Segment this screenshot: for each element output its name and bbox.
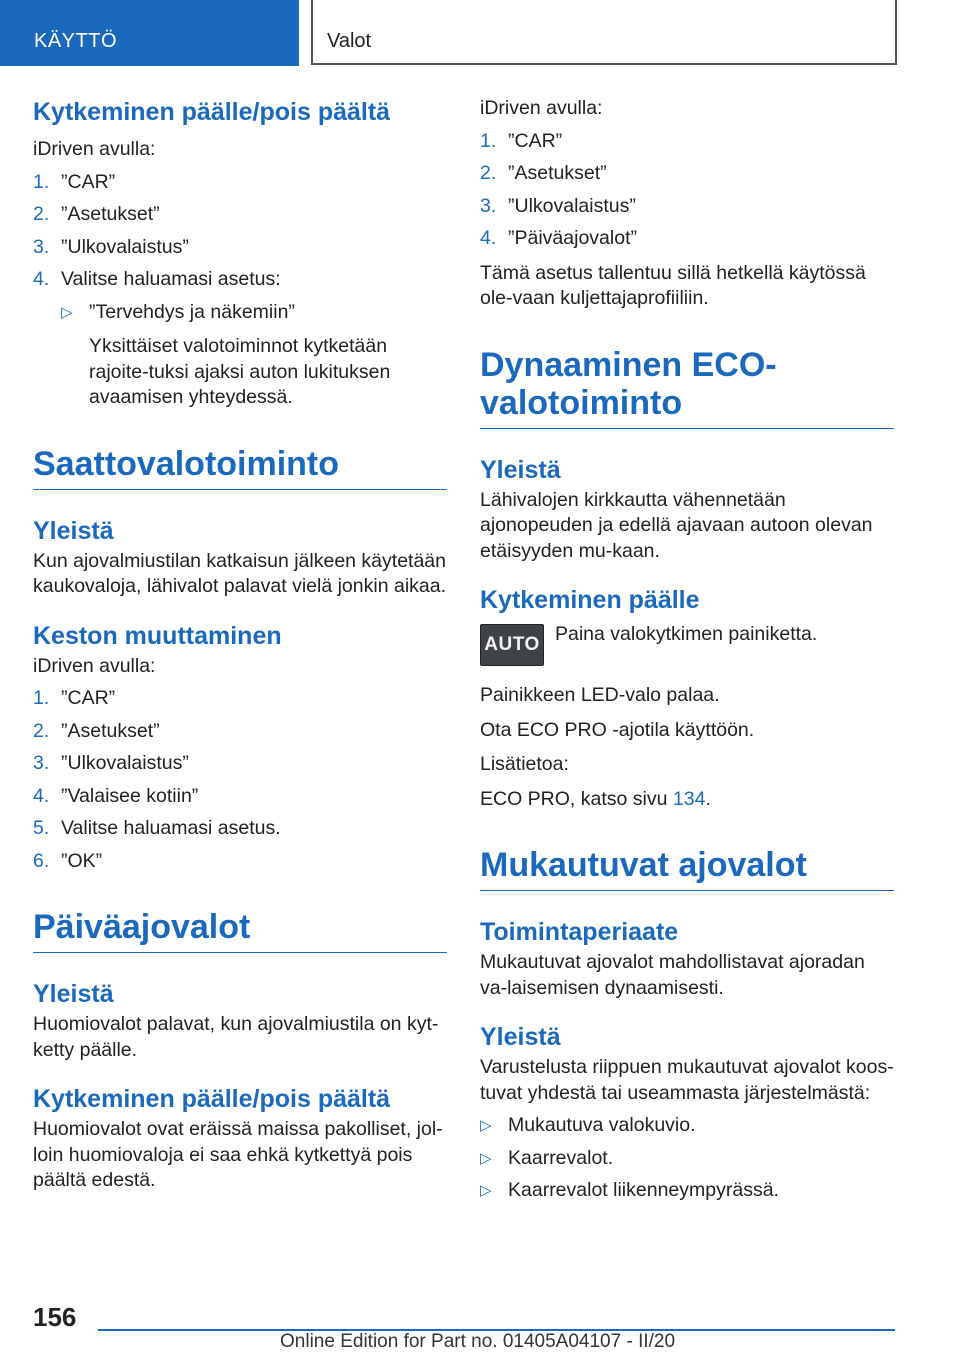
- paragraph: ECO PRO, katso sivu 134.: [480, 787, 711, 810]
- triangle-bullet-icon: ▷: [480, 1149, 492, 1167]
- chapter-header: [311, 0, 897, 65]
- list-item: ▷ Kaarrevalot liikenneympyrässä.: [480, 1178, 894, 1204]
- list-item: 5. Valitse haluamasi asetus.: [33, 817, 281, 839]
- section-label: KÄYTTÖ: [34, 30, 118, 52]
- list-item: 6. ”OK”: [33, 849, 103, 872]
- paragraph: Lähivalojen kirkkautta vähennetään ajonopeuden ja edellä ajavaan autoon olevan etäisyyden mu-kaan.: [480, 488, 873, 562]
- heading-daytime-lights: Päiväajovalot: [33, 908, 447, 953]
- heading-switch-on-off: Kytkeminen päälle/pois päältä: [33, 98, 391, 126]
- triangle-bullet-icon: ▷: [61, 303, 73, 321]
- bullet-list: [480, 1113, 894, 1204]
- list-item: 1. ”CAR”: [33, 170, 116, 193]
- list-item: ▷ ”Tervehdys ja näkemiin”: [61, 300, 447, 326]
- list-item: 1. ”CAR”: [480, 129, 563, 152]
- list-item: 4. Valitse haluamasi asetus:: [33, 268, 281, 290]
- list-item: 2. ”Asetukset”: [33, 719, 160, 742]
- heading-general: Yleistä: [33, 980, 114, 1008]
- paragraph: Mukautuvat ajovalot mahdollistavat ajoradan va-laisemisen dynaamisesti.: [480, 951, 865, 999]
- steps-list: [480, 129, 894, 252]
- auto-instruction: [480, 622, 894, 674]
- triangle-bullet-icon: ▷: [480, 1117, 492, 1134]
- paragraph: Tämä asetus tallentuu sillä hetkellä käytössä ole-vaan kuljettajaprofiiliin.: [480, 261, 866, 309]
- heading-switch-on: Kytkeminen päälle: [480, 586, 700, 614]
- paragraph: Lisätietoa:: [480, 753, 569, 775]
- right-column: [480, 96, 894, 1204]
- heading-general: Yleistä: [33, 516, 114, 545]
- paragraph: iDriven avulla:: [480, 97, 603, 119]
- list-item: 3. ”Ulkovalaistus”: [33, 235, 189, 258]
- list-item: 1. ”CAR”: [33, 687, 116, 709]
- paragraph: Yksittäiset valotoiminnot kytketään rajoite-tuksi ajaksi auton lukituksen avaamisen yhteydessä.: [89, 335, 391, 408]
- page-link[interactable]: 134: [672, 787, 706, 810]
- paragraph: Huomiovalot palavat, kun ajovalmiustila on kyt-ketty päälle.: [33, 1013, 439, 1061]
- triangle-bullet-icon: ▷: [480, 1182, 492, 1199]
- auto-button-icon: AUTO: [480, 624, 544, 666]
- list-item: 3. ”Ulkovalaistus”: [33, 752, 189, 774]
- heading-eco-light: Dynaaminen ECO-valotoiminto: [480, 346, 894, 429]
- footer-edition: Online Edition for Part no. 01405A04107 - II/20: [280, 1331, 676, 1352]
- steps-list: [33, 170, 447, 293]
- heading-switch-on-off: Kytkeminen päälle/pois päältä: [33, 1085, 391, 1113]
- paragraph: Huomiovalot ovat eräissä maissa pakolliset, jol-loin huomiovaloja ei saa ehkä kytkettyä pois päältä edestä.: [33, 1118, 443, 1191]
- heading-adaptive-headlights: Mukautuvat ajovalot: [480, 846, 894, 891]
- paragraph: Kun ajovalmiustilan katkaisun jälkeen käytetään kaukovaloja, lähivalot palavat vielä jonkin aikaa.: [33, 549, 447, 597]
- page-number: 156: [33, 1302, 77, 1332]
- section-tab: [0, 0, 299, 66]
- list-item: 2. ”Asetukset”: [33, 203, 160, 225]
- list-item: 2. ”Asetukset”: [480, 162, 607, 184]
- list-item: 3. ”Ulkovalaistus”: [480, 194, 636, 217]
- paragraph: Painikkeen LED-valo palaa.: [480, 684, 720, 706]
- steps-list: [33, 686, 447, 874]
- paragraph: iDriven avulla:: [33, 654, 156, 677]
- heading-principle: Toimintaperiaate: [480, 918, 679, 946]
- paragraph: Varustelusta riippuen mukautuvat ajovalot koos-tuvat yhdestä tai useammasta järjestelmästä:: [480, 1056, 894, 1104]
- sub-list: [61, 300, 447, 326]
- paragraph: Ota ECO PRO -ajotila käyttöön.: [480, 718, 755, 741]
- left-column: [33, 96, 447, 1194]
- list-item: ▷ Mukautuva valokuvio.: [480, 1113, 894, 1139]
- list-item: 4. ”Päiväajovalot”: [480, 227, 637, 249]
- heading-saattovalo: Saattovalotoiminto: [33, 445, 447, 490]
- chapter-title: Valot: [327, 30, 372, 52]
- heading-duration: Keston muuttaminen: [33, 621, 282, 650]
- paragraph: Paina valokytkimen painiketta.: [555, 623, 818, 645]
- heading-general: Yleistä: [480, 1023, 561, 1051]
- list-item: 4. ”Valaisee kotiin”: [33, 784, 199, 807]
- paragraph: iDriven avulla:: [33, 138, 156, 160]
- heading-general: Yleistä: [480, 455, 561, 484]
- list-item: ▷ Kaarrevalot.: [480, 1146, 894, 1172]
